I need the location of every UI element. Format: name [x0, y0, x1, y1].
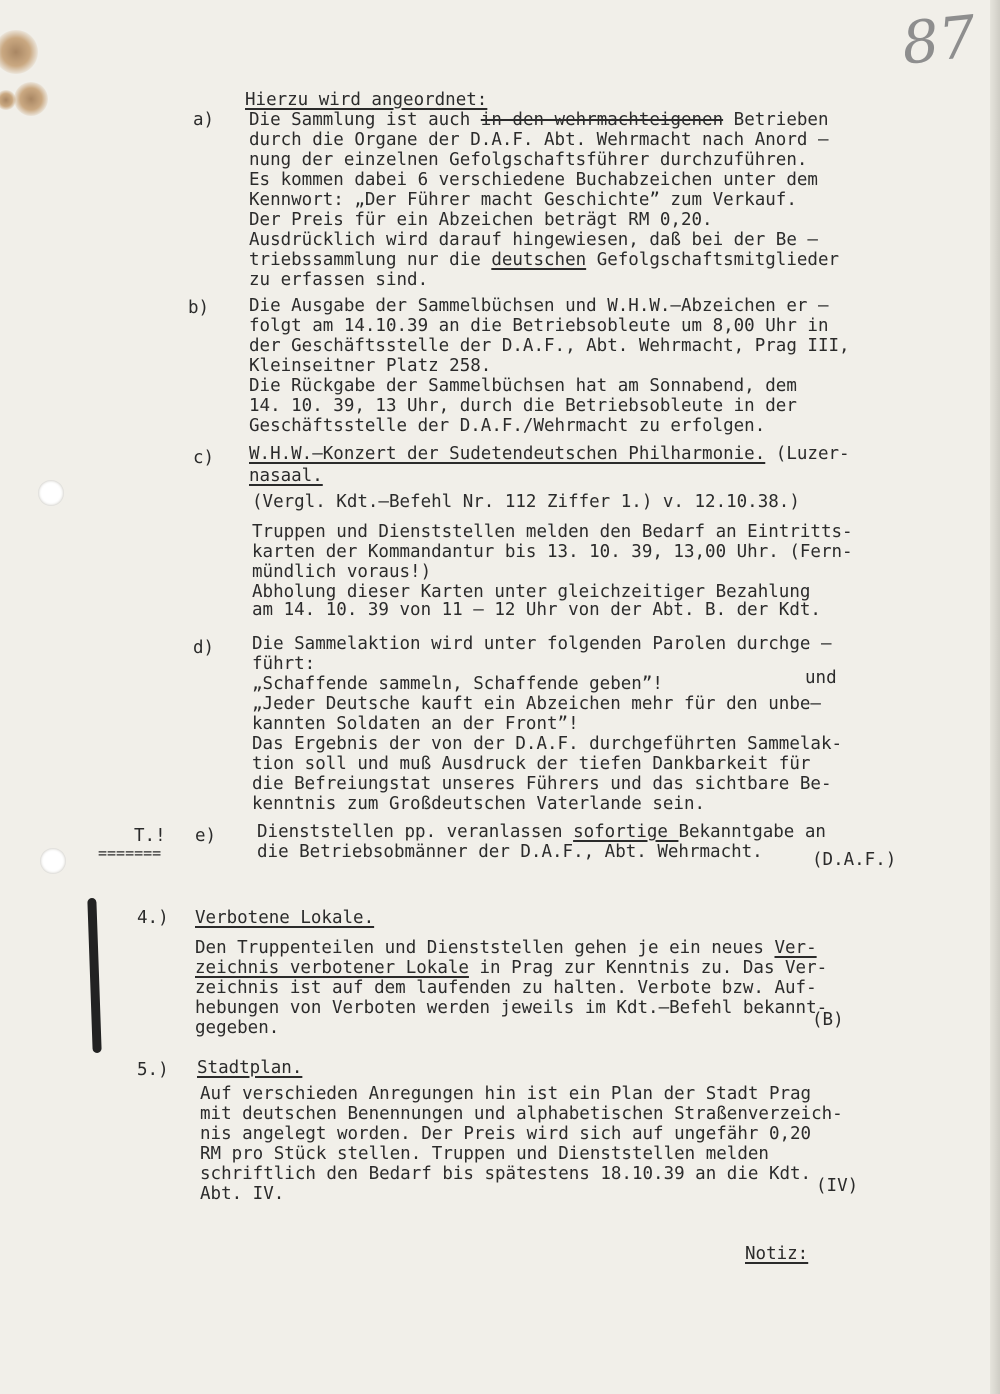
item-c-line: am 14. 10. 39 von 11 – 12 Uhr von der Abt. B. der Kdt. [252, 600, 821, 620]
section-4-line: Den Truppenteilen und Dienststellen gehen je ein neues Ver- [195, 938, 817, 958]
item-c-line: karten der Kommandantur bis 13. 10. 39, 13,00 Uhr. (Fern- [252, 542, 853, 562]
punch-hole [38, 480, 64, 506]
underlined-text: W.H.W.–Konzert der Sudetendeutschen Philharmonie. [249, 444, 766, 464]
section-4-title: Verbotene Lokale. [195, 908, 375, 928]
punch-hole [40, 848, 66, 874]
item-b-line: folgt am 14.10.39 an die Betriebsobleute um 8,00 Uhr in [249, 316, 829, 336]
section-5-line: nis angelegt worden. Der Preis wird sich auf ungefähr 0,20 [200, 1124, 812, 1144]
item-d-line: kannten Soldaten an der Front”! [252, 714, 579, 734]
section-5-line: RM pro Stück stellen. Truppen und Dienststellen melden [200, 1144, 769, 1164]
section-4-line: gegeben. [195, 1018, 280, 1038]
item-d-line: tion soll und muß Ausdruck der tiefen Dankbarkeit für [252, 754, 811, 774]
rust-stain [0, 90, 16, 110]
item-a-line: Die Sammlung ist auch in den wehrmachteigenen Betrieben [249, 110, 829, 130]
item-b-line: der Geschäftsstelle der D.A.F., Abt. Wehrmacht, Prag III, [249, 336, 850, 356]
footer-note: Notiz: [745, 1244, 809, 1264]
section-4-line: zeichnis ist auf dem laufenden zu halten. Verbote bzw. Auf- [195, 978, 817, 998]
section-4-line: zeichnis verbotener Lokale in Prag zur Kenntnis zu. Das Ver- [195, 958, 828, 978]
item-d-line: die Befreiungstat unseres Führers und das sichtbare Be- [252, 774, 832, 794]
item-a-line: Kennwort: „Der Führer macht Geschichte” zum Verkauf. [249, 190, 797, 210]
item-e-marker: T.! [134, 826, 166, 846]
item-c-label: c) [193, 448, 215, 468]
item-c-line: Truppen und Dienststellen melden den Bedarf an Eintritts- [252, 522, 853, 542]
item-c-reference: (Vergl. Kdt.–Befehl Nr. 112 Ziffer 1.) v. 12.10.38.) [252, 492, 800, 512]
section-heading: Hierzu wird angeordnet: [245, 90, 488, 110]
page-number: 87 [898, 2, 980, 78]
item-e-line: die Betriebsobmänner der D.A.F., Abt. Wehrmacht. [257, 842, 763, 862]
section-5-line: mit deutschen Benennungen und alphabetischen Straßenverzeich- [200, 1104, 843, 1124]
section-4-line: hebungen von Verboten werden jeweils im Kdt.–Befehl bekannt- [195, 998, 828, 1018]
item-c-line: nasaal. [249, 466, 323, 486]
item-b-line: Die Rückgabe der Sammelbüchsen hat am Sonnabend, dem [249, 376, 797, 396]
item-b-line: Geschäftsstelle der D.A.F./Wehrmacht zu erfolgen. [249, 416, 766, 436]
item-b-line: Kleinseitner Platz 258. [249, 356, 492, 376]
item-e-reference: (D.A.F.) [812, 850, 897, 870]
item-b-label: b) [188, 298, 210, 318]
item-d-line: Die Sammelaktion wird unter folgenden Parolen durchge – [252, 634, 832, 654]
underlined-text: sofortige [573, 822, 679, 842]
item-d-line: Das Ergebnis der von der D.A.F. durchgeführten Sammelak- [252, 734, 843, 754]
item-d-line: und [805, 668, 837, 688]
item-a-line: triebssammlung nur die deutschen Gefolgschaftsmitglieder [249, 250, 840, 270]
section-5-reference: (IV) [816, 1176, 859, 1196]
section-4-number: 4.) [137, 908, 169, 928]
item-d-label: d) [193, 638, 215, 658]
pencil-margin-mark [87, 898, 101, 1053]
item-a-label: a) [193, 110, 215, 130]
item-a-line: zu erfassen sind. [249, 270, 429, 290]
struck-text: in den wehrmachteigenen [480, 110, 724, 130]
rust-stain [0, 30, 38, 74]
underlined-text: Ver- [774, 938, 817, 958]
item-d-line: „Jeder Deutsche kauft ein Abzeichen mehr für den unbe– [252, 694, 821, 714]
item-e-label: e) [195, 826, 217, 846]
item-d-line: führt: [252, 654, 316, 674]
item-e-line: Dienststellen pp. veranlassen sofortige Bekanntgabe an [257, 822, 826, 842]
item-a-line: Es kommen dabei 6 verschiedene Buchabzeichen unter dem [249, 170, 818, 190]
item-e-marker-rule: ======= [98, 844, 162, 862]
paper-edge [990, 0, 1000, 1394]
section-5-line: Abt. IV. [200, 1184, 285, 1204]
section-5-title: Stadtplan. [197, 1058, 303, 1078]
item-a-line: Der Preis für ein Abzeichen beträgt RM 0,20. [249, 210, 713, 230]
section-4-reference: (B) [812, 1010, 844, 1030]
item-c-line: mündlich voraus!) [252, 562, 432, 582]
underlined-text: deutschen [491, 250, 587, 270]
underlined-text: zeichnis verbotener Lokale [195, 958, 469, 978]
item-c-title: W.H.W.–Konzert der Sudetendeutschen Philharmonie. (Luzer- [249, 444, 850, 464]
item-a-line: nung der einzelnen Gefolgschaftsführer durchzuführen. [249, 150, 808, 170]
item-a-line: durch die Organe der D.A.F. Abt. Wehrmacht nach Anord – [249, 130, 829, 150]
item-b-line: Die Ausgabe der Sammelbüchsen und W.H.W.–Abzeichen er – [249, 296, 829, 316]
item-b-line: 14. 10. 39, 13 Uhr, durch die Betriebsobleute in der [249, 396, 797, 416]
section-5-line: Auf verschieden Anregungen hin ist ein Plan der Stadt Prag [200, 1084, 812, 1104]
item-d-line: „Schaffende sammeln, Schaffende geben”! [252, 674, 663, 694]
item-a-line: Ausdrücklich wird darauf hingewiesen, daß bei der Be – [249, 230, 818, 250]
section-5-number: 5.) [137, 1060, 169, 1080]
section-5-line: schriftlich den Bedarf bis spätestens 18.10.39 an die Kdt. [200, 1164, 812, 1184]
item-c-line: Abholung dieser Karten unter gleichzeitiger Bezahlung [252, 582, 811, 602]
rust-stain [14, 82, 48, 116]
item-d-line: kenntnis zum Großdeutschen Vaterlande sein. [252, 794, 706, 814]
